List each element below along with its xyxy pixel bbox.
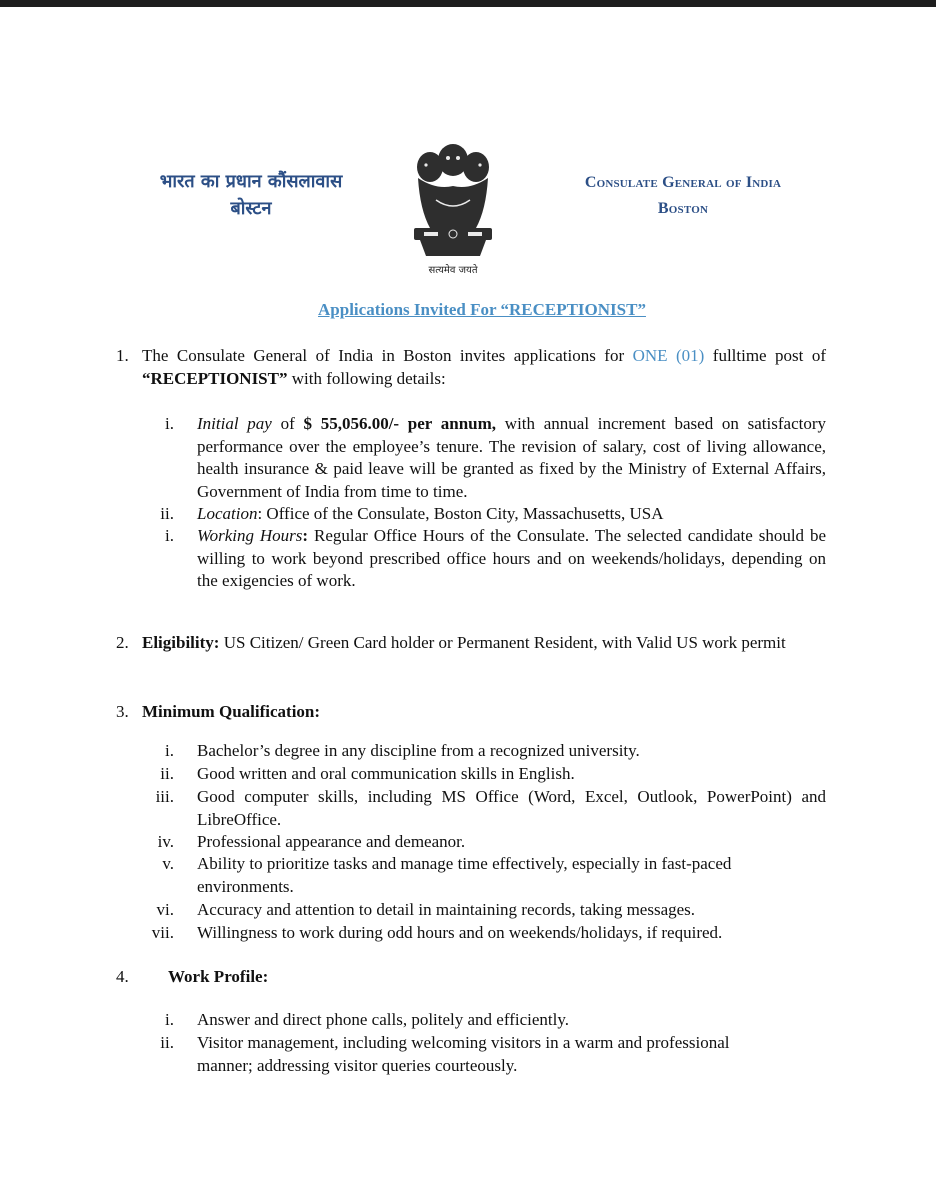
pay-amount: $ 55,056.00/- per annum, [303,414,497,433]
post-count: ONE (01) [632,346,705,365]
section-number: 1. [116,346,129,365]
item-text: Bachelor’s degree in any discipline from a recognized university. [197,741,640,760]
hindi-line-2: बोस्टन [230,198,272,219]
item-numeral: i. [165,1010,174,1029]
intro-text: with following details: [291,368,446,388]
item-text-part: with annual increment based on satisfactory performance over the employee’s tenure. The revision of salary, cost of living allowance, health insurance & paid leave will be granted as fixed by the Ministry of External Affairs, Government of India from time to time. [197,414,827,501]
section-number: 4. [116,967,129,986]
item-colon: : [302,526,309,545]
section-text [142,632,826,655]
item-text [197,525,826,593]
document-title: Applications Invited For “RECEPTIONIST” [318,300,646,319]
letterhead [0,0,936,300]
item-text: Answer and direct phone calls, politely and efficiently. [197,1010,569,1029]
item-numeral: iii. [155,787,174,806]
emblem-motto: सत्यमेव जयते [428,265,478,276]
item-text: Visitor management, including welcoming visitors in a warm and professional manner; addressing visitor queries courteously. [197,1033,730,1075]
item-numeral: i. [165,741,174,760]
emblem [400,140,506,280]
national-emblem-lion-capital-icon [400,140,506,262]
item-numeral: i. [165,414,174,433]
item-text [197,413,826,503]
hindi-letterhead [140,168,362,222]
section-heading: Minimum Qualification: [142,702,321,721]
section-text [142,345,826,390]
eligibility-text: US Citizen/ Green Card holder or Permanent Resident, with Valid US work permit [223,633,786,652]
item-text: Willingness to work during odd hours and on weekends/holidays, if required. [197,923,723,942]
section-number: 2. [116,633,129,652]
item-text-part: Regular Office Hours of the Consulate. The selected candidate should be willing to work beyond prescribed office hours and on weekends/holidays, depending on the exigencies of work. [197,526,827,590]
english-letterhead [548,170,818,222]
item-numeral: iv. [157,832,174,851]
item-label: Working Hours [197,526,303,545]
item-numeral: ii. [160,764,174,783]
item-label: Location [197,504,258,523]
item-text [197,503,826,526]
item-text-part: of [280,414,295,433]
post-name: “RECEPTIONIST” [142,368,288,388]
item-text: Good written and oral communication skills in English. [197,764,575,783]
item-text: Professional appearance and demeanor. [197,832,466,851]
item-numeral: i. [165,526,174,545]
item-numeral: v. [162,854,174,873]
section-number: 3. [116,702,129,721]
intro-text: The Consulate General of India in Boston invites applications for [142,346,625,365]
item-text-part: : Office of the Consulate, Boston City, Massachusetts, USA [257,504,664,523]
item-numeral: ii. [160,504,174,523]
item-text: Good computer skills, including MS Office (Word, Excel, Outlook, PowerPoint) and LibreOffice. [197,787,826,829]
section-heading: Work Profile: [168,967,269,986]
intro-text: fulltime post of [712,346,827,365]
hindi-line-1: भारत का प्रधान कौंसलावास [159,171,343,192]
item-text: Accuracy and attention to detail in maintaining records, taking messages. [197,900,696,919]
item-numeral: vii. [151,923,174,942]
english-line-2: Boston [657,200,709,217]
english-line-1: Consulate General of India [584,174,782,191]
item-label: Initial pay [197,414,272,433]
item-numeral: vi. [156,900,174,919]
eligibility-label: Eligibility: [142,633,220,652]
item-text: Ability to prioritize tasks and manage time effectively, especially in fast-paced environments. [197,854,732,896]
item-numeral: ii. [160,1033,174,1052]
